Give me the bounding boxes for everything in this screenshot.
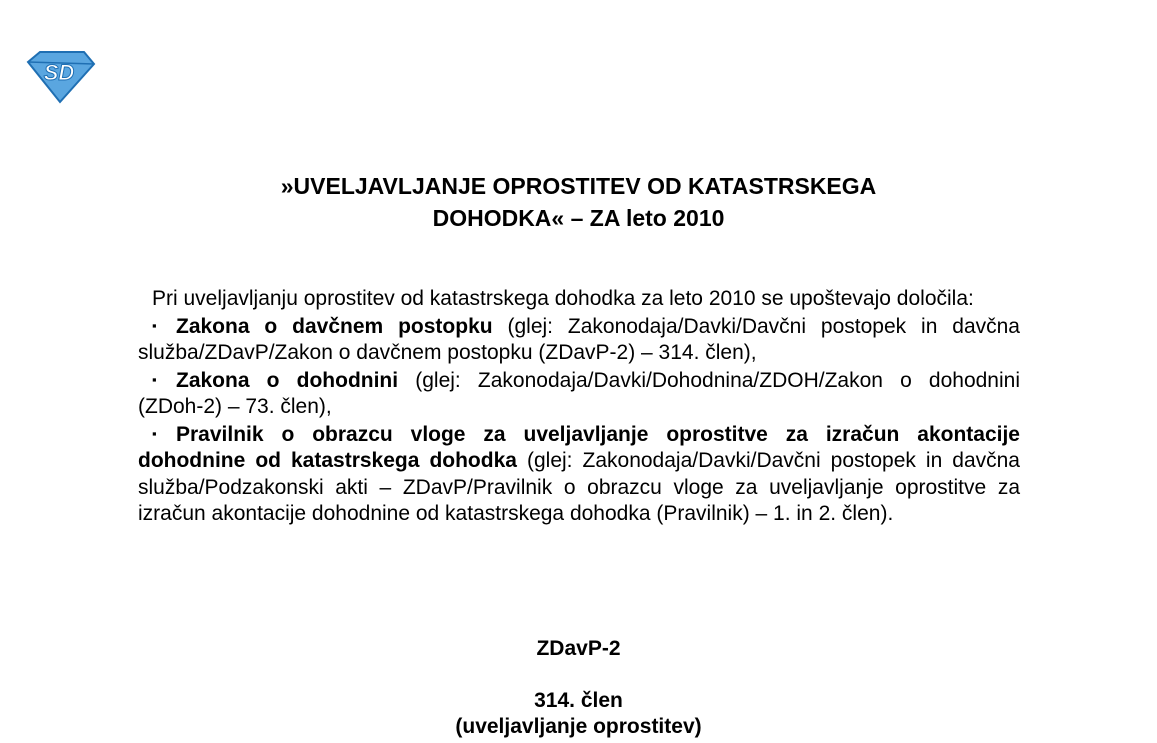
title-line-2: DOHODKA« – ZA leto 2010 xyxy=(432,205,725,231)
logo-text: SD xyxy=(43,60,75,85)
section-law-heading: ZDavP-2 xyxy=(536,637,621,660)
bullet-icon: ▪ xyxy=(152,317,157,333)
title-line-1: »UVELJAVLJANJE OPROSTITEV OD KATASTRSKEGA xyxy=(280,173,877,199)
list-item-text: (glej: Zakonodaja/Davki/Davčni postopek in davčna služba/Podzakonski akti – ZDavP/Pravilnik o obrazcu vloge za uveljavljanje oprostitve za izračun akontacije dohodnine od katastrskega dohodka (Pravilnik) – 1. in 2. člen). xyxy=(138,449,1020,525)
bullet-icon: ▪ xyxy=(152,371,157,387)
list-item-text: (glej: Zakonodaja/Davki/Dohodnina/ZDOH/Zakon o dohodnini (ZDoh-2) – 73. člen), xyxy=(138,368,1020,418)
list-item xyxy=(138,421,1020,528)
sd-logo xyxy=(22,50,96,104)
section-subtitle: (uveljavljanje oprostitev) xyxy=(455,715,702,738)
list-item xyxy=(138,367,1020,421)
document-title xyxy=(0,170,1157,234)
list-item-bold: Zakona o davčnem postopku xyxy=(176,314,493,338)
section-article-heading: 314. člen xyxy=(534,689,623,712)
bullet-icon: ▪ xyxy=(152,425,157,441)
document-body xyxy=(138,286,1020,528)
list-item xyxy=(138,313,1020,367)
intro-paragraph: Pri uveljavljanju oprostitev od katastrskega dohodka za leto 2010 se upoštevajo določila: xyxy=(152,287,974,310)
list-item-text: (glej: Zakonodaja/Davki/Davčni postopek in davčna služba/ZDavP/Zakon o davčnem postopku (ZDavP-2) – 314. člen), xyxy=(138,314,1020,364)
list-item-bold: Pravilnik o obrazcu vloge za uveljavljanje oprostitve za izračun akontacije dohodnine od katastrskega dohodka xyxy=(138,422,1020,472)
list-item-bold: Zakona o dohodnini xyxy=(176,368,399,392)
sd-shield-logo-icon xyxy=(22,50,96,104)
